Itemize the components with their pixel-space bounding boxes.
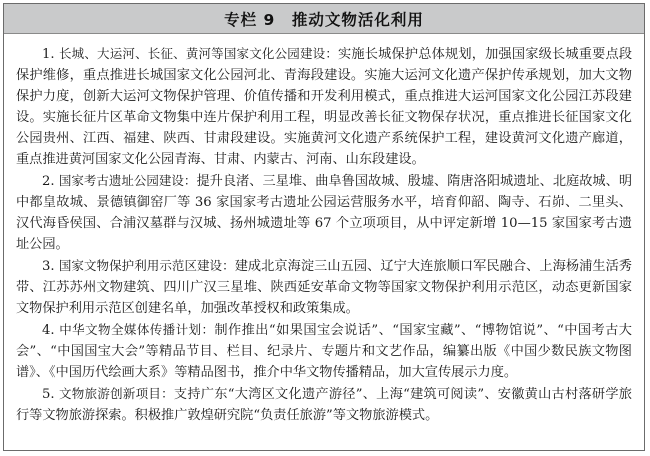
- column-title: 专栏 9 推动文物活化利用: [224, 10, 424, 29]
- item-text: 制作推出“如果国宝会说话”、“国家宝藏”、“博物馆说”、“中国考古大会”、“中国国宝大会”等精品节目、栏目、纪录片、专题片和文艺作品，编纂出版《中国少数民族文物图谱》、《中国历代绘画大系》等精品图书，推介中华文物传播精品，加大宣传展示力度。: [16, 323, 632, 380]
- item-number: 5.: [42, 387, 55, 402]
- item-heading: 文物旅游创新项目：: [59, 386, 174, 401]
- item-heading: 国家考古遗址公园建设：: [58, 173, 197, 188]
- item-heading: 国家文物保护利用示范区建设：: [58, 258, 235, 273]
- item-text: 支持广东“大湾区文化遗产游径”、上海“建筑可阅读”、安徽黄山古村落研学旅行等文物旅游探索。积极推广敦煌研究院“负责任旅游”等文物旅游模式。: [16, 387, 632, 423]
- item-text: 提升良渚、三星堆、曲阜鲁国故城、殷墟、隋唐洛阳城遗址、北庭故城、明中都皇故城、景德镇御窑厂等 36 家国家考古遗址公园运营服务水平，培育仰韶、陶寺、石峁、二里头、汉代海昏侯国、合浦汉墓群与汉城、扬州城遗址等 67 个立项项目，从中评定新增 10—15 家国家考古遗址公园。: [16, 174, 633, 252]
- item-number: 4.: [42, 323, 55, 338]
- column-box: [3, 3, 645, 451]
- item-number: 3.: [42, 259, 55, 274]
- list-item-4: [16, 319, 632, 383]
- item-number: 1.: [42, 47, 55, 62]
- column-header: [4, 4, 644, 34]
- column-body: [4, 34, 644, 426]
- item-text: 实施长城保护总体规划，加强国家级长城重要点段保护维修，重点推进长城国家文化公园河北、青海段建设。实施大运河文化遗产保护传承规划，加大文物保护力度，创新大运河文物保护管理、价值传播和开发利用模式，重点推进大运河国家文化公园江苏段建设。实施长征片区革命文物集中连片保护利用工程，明显改善长征文物保存状况，重点推进长征国家文化公园贵州、江西、福建、陕西、甘肃段建设。实施黄河文化遗产系统保护工程，建设黄河文化遗产廊道，重点推进黄河国家文化公园青海、甘肃、内蒙古、河南、山东段建设。: [16, 47, 633, 167]
- list-item-5: [16, 383, 632, 426]
- item-heading: 中华文物全媒体传播计划：: [59, 322, 215, 337]
- item-number: 2.: [42, 174, 55, 189]
- list-item-3: [16, 255, 632, 319]
- list-item-1: [16, 43, 632, 170]
- item-heading: 长城、大运河、长征、黄河等国家文化公园建设：: [58, 46, 339, 61]
- item-text: 建成北京海淀三山五园、辽宁大连旅顺口军民融合、上海杨浦生活秀带、江苏苏州文物建筑、四川广汉三星堆、陕西延安革命文物等国家文物保护利用示范区，动态更新国家文物保护利用示范区创建名单，加强改革授权和政策集成。: [16, 259, 632, 316]
- list-item-2: [16, 170, 632, 255]
